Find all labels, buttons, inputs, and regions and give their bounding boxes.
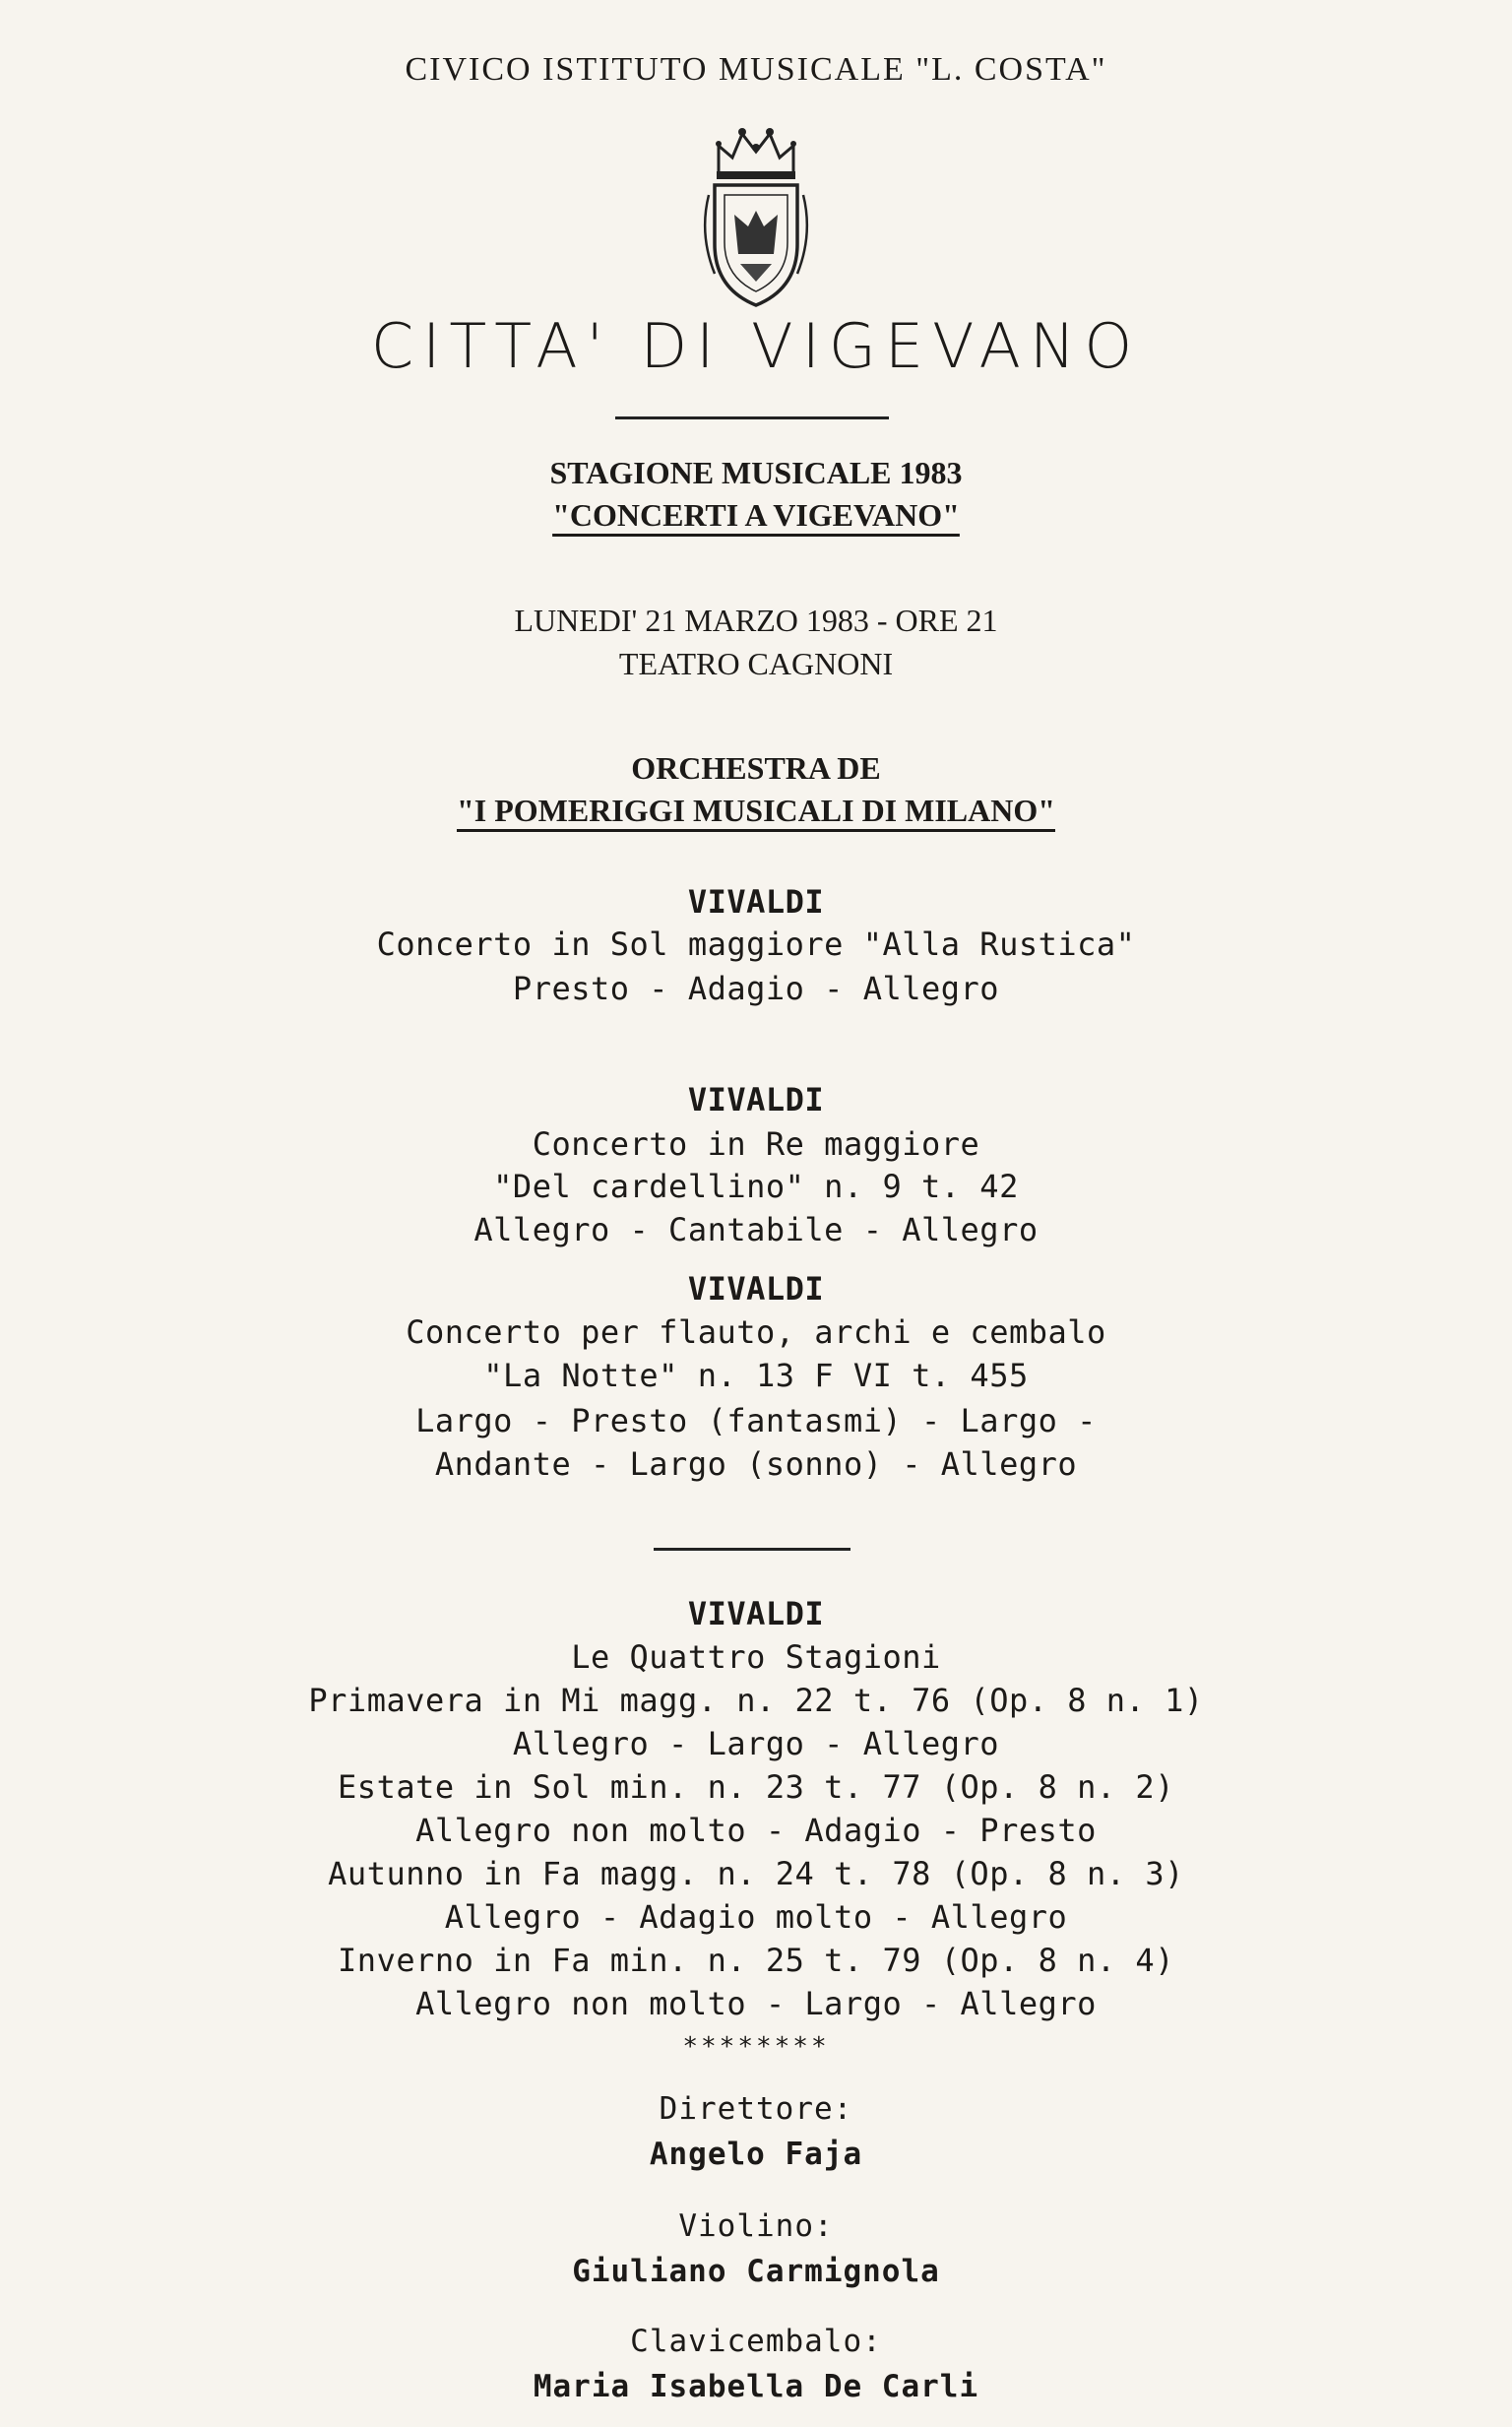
credit-name: Maria Isabella De Carli [533,2369,979,2404]
credit-role: Violino: [678,2208,834,2244]
season-work-line: Primavera in Mi magg. n. 22 t. 76 (Op. 8 n. 1) [308,1682,1204,1719]
season-work-line: Autunno in Fa magg. n. 24 t. 78 (Op. 8 n. 3) [328,1855,1184,1892]
movements-line: Allegro non molto - Largo - Allegro [415,1985,1097,2022]
credit-name: Angelo Faja [649,2137,863,2172]
city-crest-icon [697,116,815,313]
credit-name: Giuliano Carmignola [572,2254,940,2289]
movements-line: Presto - Adagio - Allegro [512,970,1000,1007]
composer-name: VIVALDI [687,1270,825,1308]
movements-line: Allegro non molto - Adagio - Presto [415,1812,1097,1849]
work-line: "La Notte" n. 13 F VI t. 455 [483,1357,1029,1394]
orchestra-name: "I POMERIGGI MUSICALI DI MILANO" [456,793,1055,828]
work-line: Concerto in Re maggiore [532,1125,980,1163]
composer-name: VIVALDI [687,883,825,921]
event-venue: TEATRO CAGNONI [618,646,894,681]
movements-line: Allegro - Cantabile - Allegro [473,1211,1039,1248]
credit-role: Direttore: [659,2091,853,2127]
work-title: Le Quattro Stagioni [571,1638,941,1676]
movements-line: Allegro - Largo - Allegro [512,1725,1000,1762]
season-subtitle: "CONCERTI A VIGEVANO" [552,497,960,533]
work-line: Concerto per flauto, archi e cembalo [406,1313,1106,1351]
orchestra-intro: ORCHESTRA DE [631,750,881,786]
season-work-line: Inverno in Fa min. n. 25 t. 79 (Op. 8 n. 4) [338,1942,1174,1979]
movements-line: Largo - Presto (fantasmi) - Largo - [415,1402,1097,1439]
movements-line: Andante - Largo (sonno) - Allegro [434,1445,1078,1483]
event-date: LUNEDI' 21 MARZO 1983 - ORE 21 [514,603,998,638]
institute-header: CIVICO ISTITUTO MUSICALE "L. COSTA" [405,51,1107,88]
separator-stars: ******** [682,2032,830,2062]
season-title: STAGIONE MUSICALE 1983 [549,455,963,490]
composer-name: VIVALDI [687,1595,825,1632]
credit-role: Clavicembalo: [630,2324,882,2359]
city-title: CITTA' DI VIGEVANO [370,310,1142,382]
divider [654,1548,850,1551]
divider [615,416,889,419]
work-line: Concerto in Sol maggiore "Alla Rustica" [376,926,1136,963]
work-line: "Del cardellino" n. 9 t. 42 [493,1168,1019,1205]
composer-name: VIVALDI [687,1081,825,1118]
season-work-line: Estate in Sol min. n. 23 t. 77 (Op. 8 n. 2) [338,1768,1174,1806]
movements-line: Allegro - Adagio molto - Allegro [444,1898,1068,1936]
